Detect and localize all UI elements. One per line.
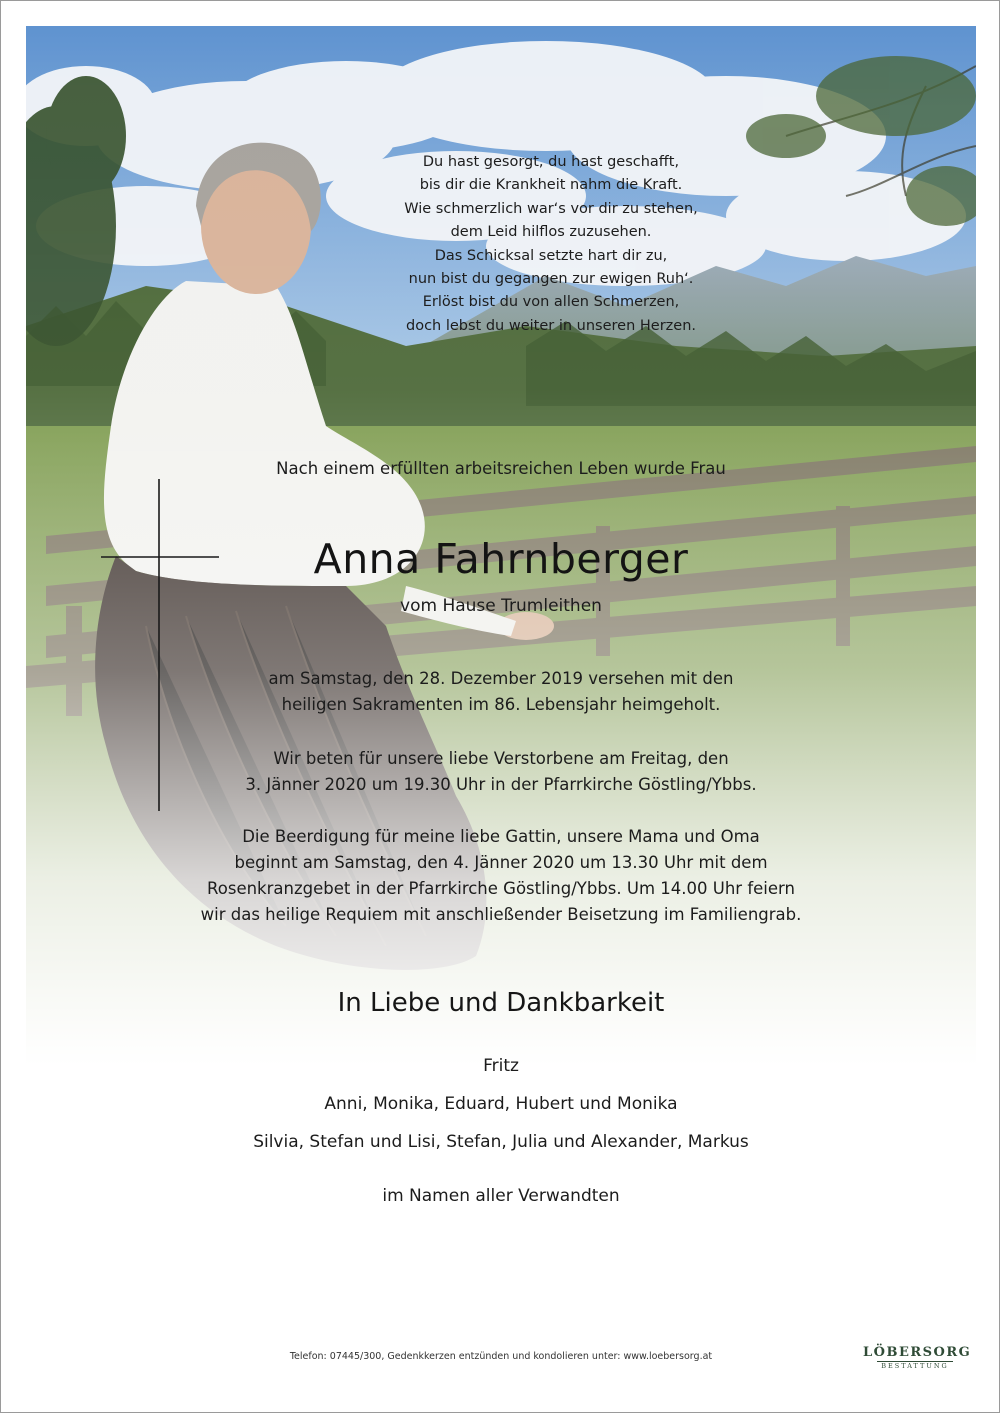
paragraph-line: beginnt am Samstag, den 4. Jänner 2020 um 13.30 Uhr mit dem xyxy=(234,853,768,872)
poem-line: dem Leid hilflos zuzusehen. xyxy=(450,224,652,241)
closing-heading: In Liebe und Dankbarkeit xyxy=(337,988,665,1018)
mourner-line: Fritz xyxy=(483,1056,519,1076)
death-paragraph xyxy=(1,666,1000,718)
deceased-name: Anna Fahrnberger xyxy=(313,535,689,583)
poem-line: Wie schmerzlich war‘s vor dir zu stehen, xyxy=(404,200,698,217)
paragraph-line: wir das heilige Requiem mit anschließender Beisetzung im Familiengrab. xyxy=(200,905,802,924)
prayer-paragraph xyxy=(1,746,1000,798)
funeral-paragraph xyxy=(1,824,1000,928)
logo-subtitle: BESTATTUNG xyxy=(877,1361,953,1371)
intro-text: Nach einem erfüllten arbeitsreichen Leben wurde Frau xyxy=(276,459,726,478)
poem-line: Erlöst bist du von allen Schmerzen, xyxy=(422,294,680,311)
house-name: vom Hause Trumleithen xyxy=(400,596,602,616)
logo-brand: LÖBERSORG xyxy=(863,1345,972,1360)
paragraph-line: Wir beten für unsere liebe Verstorbene am Freitag, den xyxy=(273,749,729,768)
poem xyxy=(301,151,801,338)
paragraph-line: Die Beerdigung für meine liebe Gattin, unsere Mama und Oma xyxy=(242,827,760,846)
mourner-line: Anni, Monika, Eduard, Hubert und Monika xyxy=(324,1094,678,1114)
paragraph-line: heiligen Sakramenten im 86. Lebensjahr heimgeholt. xyxy=(281,695,721,714)
funeral-home-logo xyxy=(863,1344,972,1371)
text-layer xyxy=(1,1,1000,1413)
poem-line: Du hast gesorgt, du hast geschafft, xyxy=(422,154,680,170)
paragraph-line: am Samstag, den 28. Dezember 2019 versehen mit den xyxy=(268,669,734,688)
paragraph-line: Rosenkranzgebet in der Pfarrkirche Göstling/Ybbs. Um 14.00 Uhr feiern xyxy=(207,879,795,898)
poem-line: bis dir die Krankheit nahm die Kraft. xyxy=(419,177,683,194)
poem-line: Das Schicksal setzte hart dir zu, xyxy=(434,247,668,264)
poem-line: nun bist du gegangen zur ewigen Ruh‘. xyxy=(408,271,694,288)
poem-line: doch lebst du weiter in unseren Herzen. xyxy=(406,317,696,334)
paragraph-line: 3. Jänner 2020 um 19.30 Uhr in der Pfarrkirche Göstling/Ybbs. xyxy=(245,775,757,794)
relatives-line: im Namen aller Verwandten xyxy=(382,1186,620,1206)
footer-contact: Telefon: 07445/300, Gedenkkerzen entzünden und kondolieren unter: www.loebersorg.at xyxy=(289,1351,713,1362)
mourner-line: Silvia, Stefan und Lisi, Stefan, Julia und Alexander, Markus xyxy=(253,1132,749,1152)
